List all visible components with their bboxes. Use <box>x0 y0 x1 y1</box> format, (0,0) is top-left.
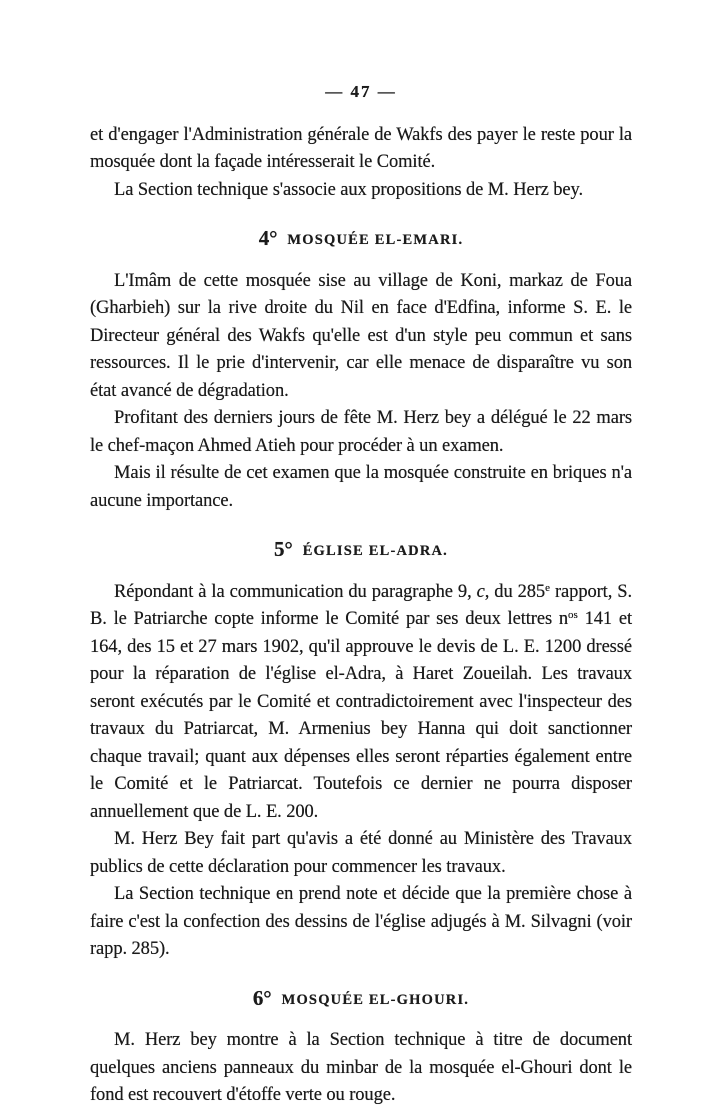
section-heading-4-mosquee-el-emari <box>90 225 632 255</box>
section-heading-6-mosquee-el-ghouri <box>90 985 632 1015</box>
superscript-text: e <box>545 581 550 594</box>
paragraph-section-technique: La Section technique s'associe aux propositions de M. Herz bey. <box>114 179 584 200</box>
paragraph-dessins-silvagni: La Section technique en prend note et décide que la première chose à faire c'est la confection des dessins de l'église adjugés à M. Silvagni (voir rapp. 285). <box>90 884 632 959</box>
section-number: 4° <box>258 226 278 250</box>
paragraph-profitant-fete: Profitant des derniers jours de fête M. Herz bey a délégué le 22 mars le chef-maçon Ahmed Atieh pour procéder à un examen. <box>90 408 632 456</box>
paragraph-avis-ministere: M. Herz Bey fait part qu'avis a été donné au Ministère des Travaux publics de cette déclaration pour commencer les travaux. <box>90 829 632 877</box>
section-heading-5-eglise-el-adra <box>90 536 632 566</box>
section-title: ÉGLISE EL-ADRA. <box>302 543 448 559</box>
document-content <box>90 122 632 1110</box>
section-number: 6° <box>252 985 272 1010</box>
italic-text: c <box>476 581 485 602</box>
paragraph-continuation: et d'engager l'Administration générale de Wakfs des payer le reste pour la mosquée dont la façade intéresserait le Comité. <box>90 124 632 172</box>
section-number: 5° <box>273 537 293 561</box>
section-title: MOSQUÉE EL-GHOURI. <box>281 991 470 1008</box>
paragraph-patriarche-copte: Répondant à la communication du paragraphe 9, c, du 285e rapport, S. B. le Patriarche copte informe le Comité par ses deux lettres $n^{os}$ 141 et 164, des 15 et 27 mars 1902, qu'il approuve le devis de L. E. 1200 dressé pour la réparation de l'église el-Adra, à Haret Zoueilah. Les travaux seront exécutés par le Comité et contradictoirement avec l'inspecteur des travaux du Patriarcat, M. Armenius bey Hanna qui doit sanctionner chaque travail; quant aux dépenses elles seront réparties également entre le Comité et le Patriarcat. Toutefois ce dernier ne pourra disposer annuellement que de L. E. 200. <box>90 581 633 822</box>
paragraph-resultat-examen: Mais il résulte de cet examen que la mosquée construite en briques n'a aucune importance. <box>90 463 632 511</box>
page-number: — 47 — <box>325 82 397 101</box>
section-title: MOSQUÉE EL-EMARI. <box>287 232 464 248</box>
superscript-text: os <box>568 609 578 621</box>
paragraph-panneaux-minbar: M. Herz bey montre à la Section technique à titre de document quelques anciens panneaux du minbar de la mosquée el-Ghouri dont le fond est recouvert d'étoffe verte ou rouge. <box>90 1030 632 1105</box>
paragraph-imam-koni: L'Imâm de cette mosquée sise au village de Koni, markaz de Foua (Gharbieh) sur la rive droite du Nil en face d'Edfina, informe S. E. le Directeur général des Wakfs qu'elle est d'un style peu commun et sans ressources. Il le prie d'intervenir, car elle menace de disparaître vu son état avancé de dégradation. <box>90 270 632 401</box>
